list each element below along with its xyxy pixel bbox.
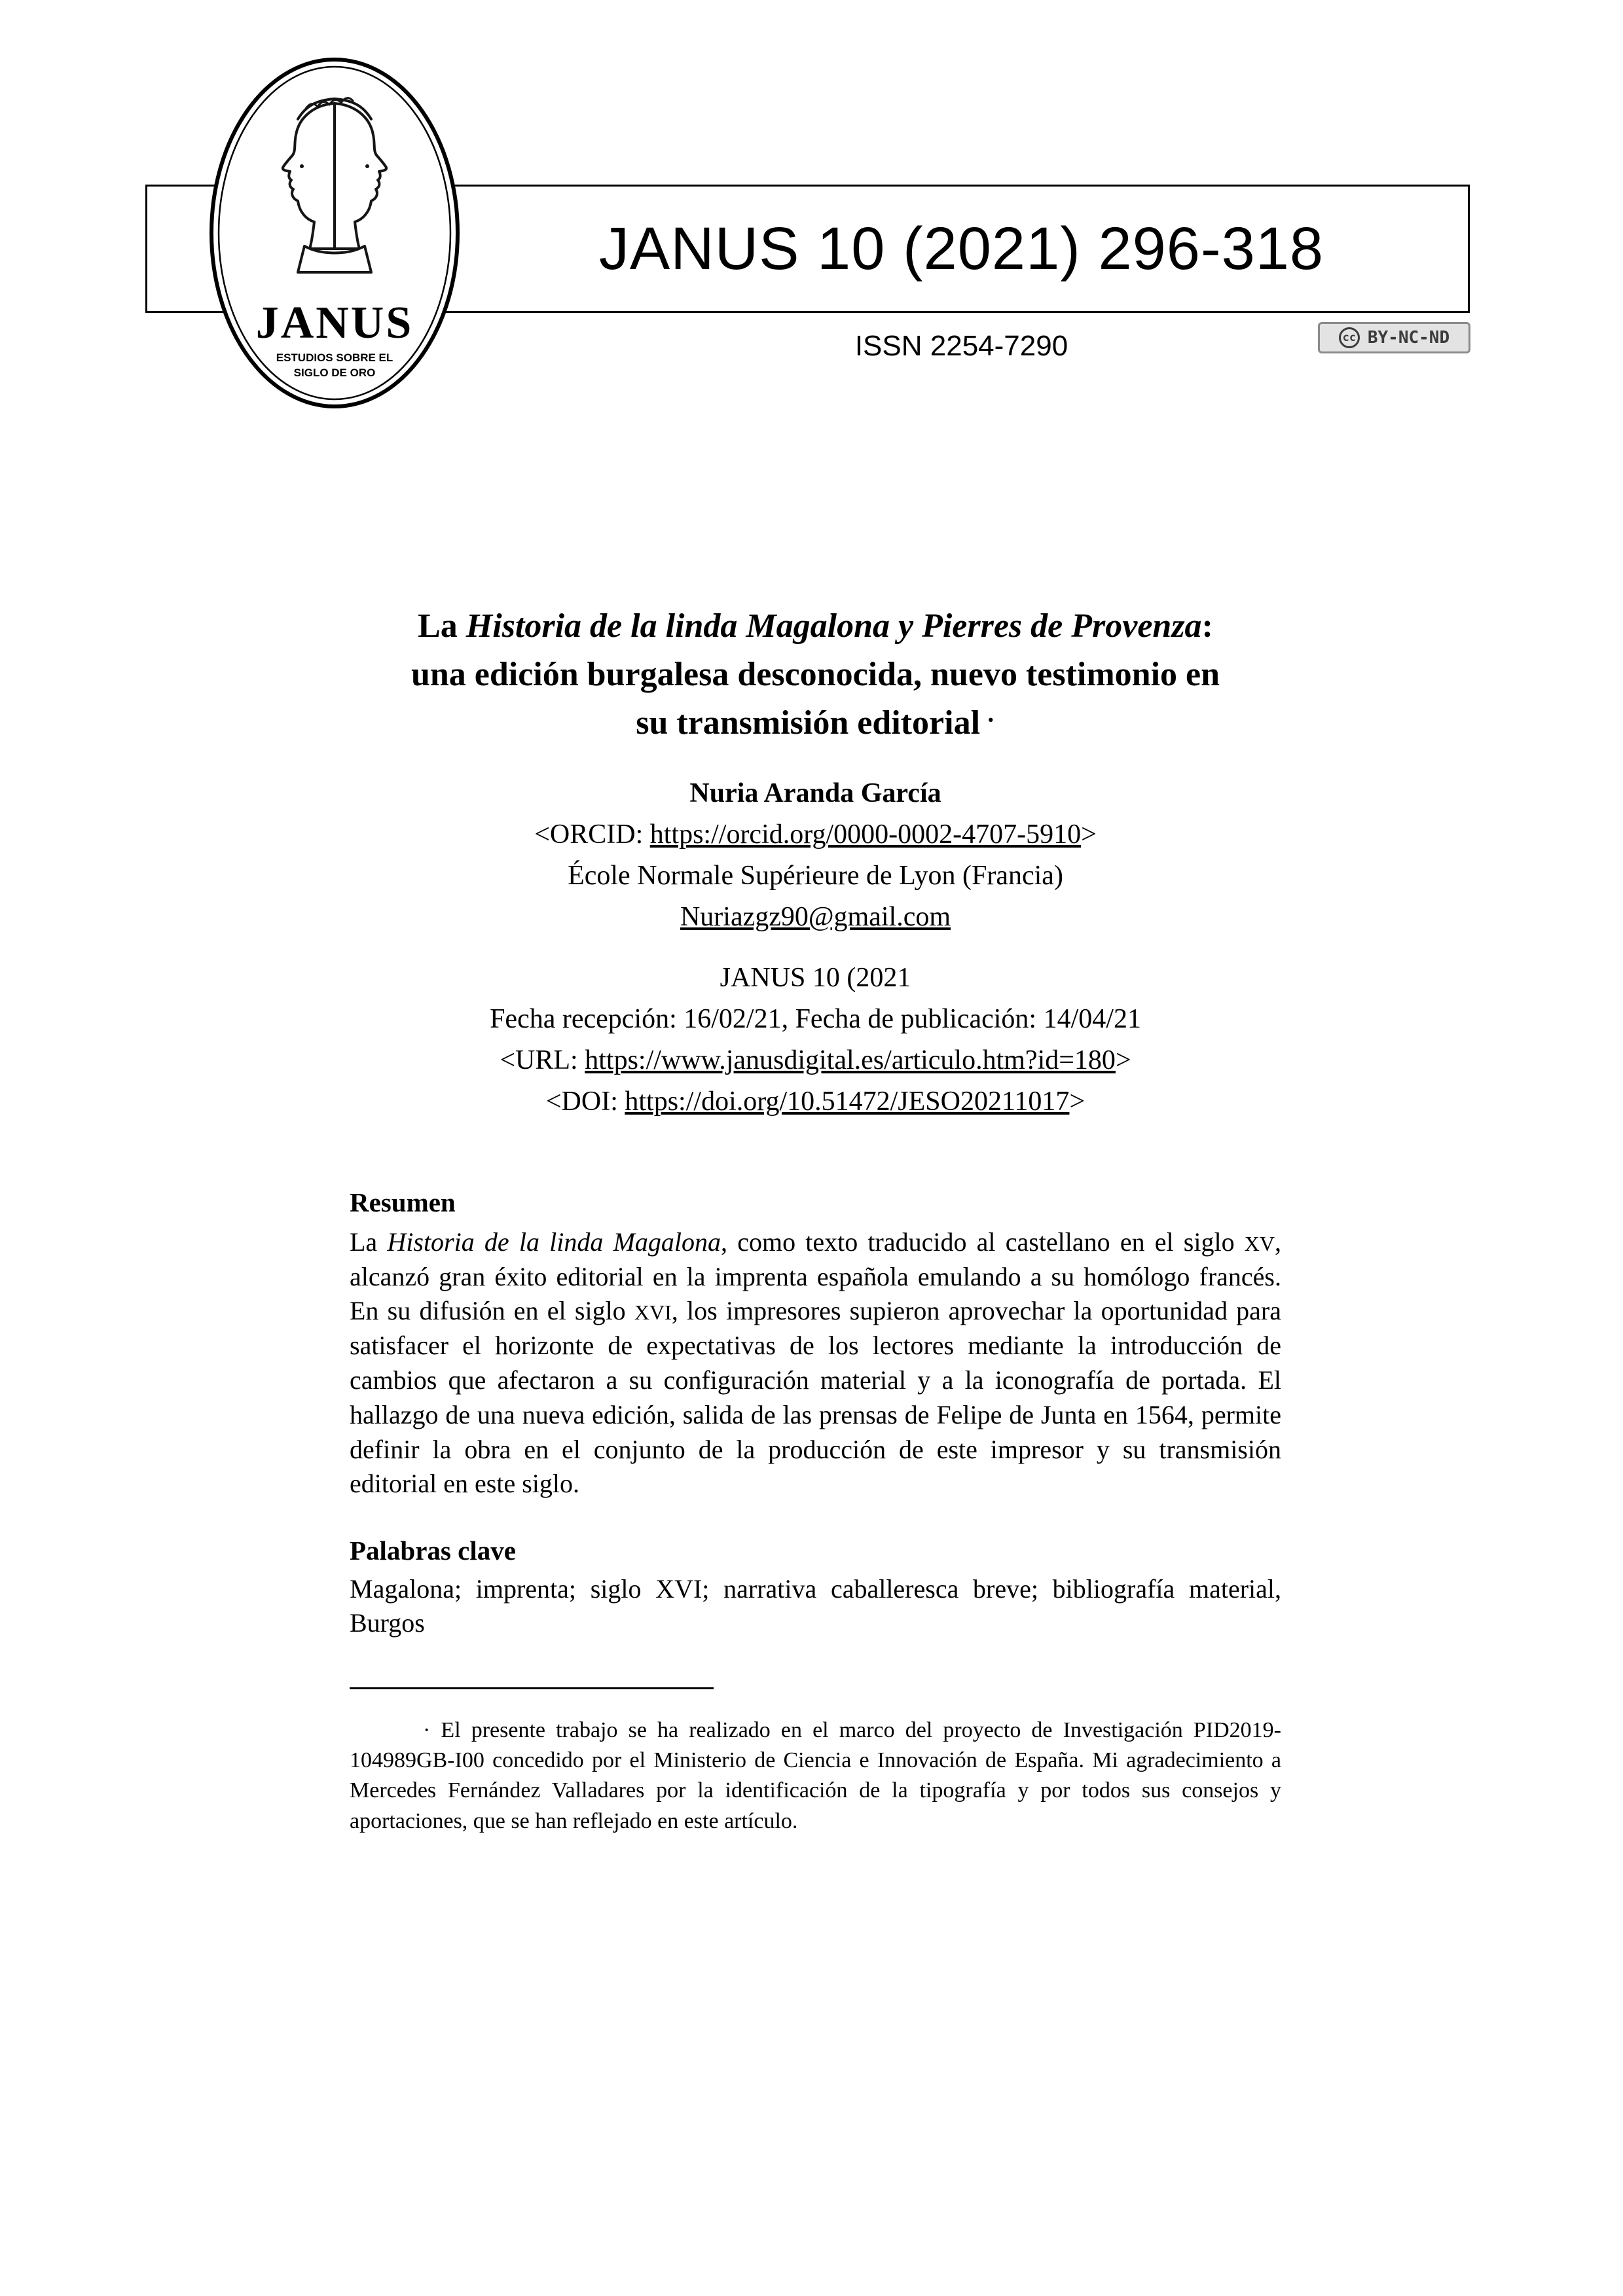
text-segment: > (1069, 1086, 1085, 1117)
cc-icon: cc (1339, 327, 1360, 348)
title-line-2 (350, 651, 1281, 699)
text-segment: <ORCID: (534, 819, 650, 850)
author-block (350, 773, 1281, 938)
text-segment: <DOI: (545, 1086, 625, 1117)
text-segment: XVI (634, 1300, 672, 1325)
text-segment: una edición burgalesa desconocida, nuevo testimonio en (410, 655, 1220, 693)
footnote-text (350, 1715, 1281, 1837)
logo-subtitle-line2: SIGLO DE ORO (293, 367, 376, 379)
footnote-area (350, 1687, 1281, 1837)
article-title (350, 602, 1281, 747)
text-segment: La (350, 1227, 388, 1257)
keywords-heading: Palabras clave (350, 1535, 516, 1566)
title-line-3 (350, 699, 1281, 747)
text-segment: , los impresores supieron aprovechar la oportunidad para satisfacer el horizonte de expectativas de los lectores mediante la introducción de cambios que afectaron a su configuración material y a la iconografía de portada. El hallazgo de una nueva edición, salida de las prensas de Felipe de Junta en 1564, permite definir la obra en el conjunto de la producción de este impresor y su transmisión editorial en este siglo. (350, 1296, 1282, 1499)
text-segment: XV (1244, 1231, 1275, 1255)
text-segment: , alcanzó gran éxito editorial en la imprenta española emulando a su homólogo francés. En su difusión en el siglo (350, 1227, 1282, 1326)
text-segment: <URL: (500, 1045, 585, 1076)
url-line (350, 1040, 1281, 1081)
article-content (350, 0, 1281, 1641)
logo-title: JANUS (255, 298, 414, 348)
cc-license-label: BY-NC-ND (1367, 328, 1450, 348)
title-line-1 (350, 602, 1281, 651)
doi-link[interactable]: https://doi.org/10.51472/JESO20211017 (625, 1086, 1070, 1117)
cc-license-badge[interactable] (1318, 322, 1470, 353)
janus-logo (208, 56, 461, 410)
affiliation: École Normale Supérieure de Lyon (Francia) (568, 861, 1063, 891)
footnote-rule (350, 1687, 714, 1689)
text-segment: > (1115, 1045, 1131, 1076)
text-segment: su transmisión editorial (636, 704, 981, 742)
title-footnote-marker: · (980, 706, 995, 734)
footnote-marker: · (423, 1718, 441, 1742)
journal-issue-line: JANUS 10 (2021 (720, 963, 911, 994)
email-link[interactable]: Nuriazgz90@gmail.com (680, 902, 951, 933)
keywords-body: Magalona; imprenta; siglo XVI; narrativa caballeresca breve; bibliografía material, Burgos (350, 1573, 1281, 1638)
publication-block (350, 958, 1281, 1122)
article-url-link[interactable]: https://www.janusdigital.es/articulo.htm?id=180 (585, 1045, 1116, 1076)
logo-subtitle-line1: ESTUDIOS SOBRE EL (276, 351, 393, 364)
text-segment: , como texto traducido al castellano en el siglo (721, 1227, 1245, 1257)
text-segment: La (418, 607, 466, 645)
dates-line: Fecha recepción: 16/02/21, Fecha de publicación: 14/04/21 (490, 1004, 1141, 1035)
janus-logo-icon (208, 56, 461, 410)
text-segment: Historia de la linda Magalona y Pierres de Provenza (465, 607, 1202, 645)
text-segment: Historia de la linda Magalona (387, 1227, 721, 1257)
author-name: Nuria Aranda García (689, 778, 941, 809)
text-segment: > (1081, 819, 1097, 850)
doi-line (350, 1081, 1281, 1122)
abstract-heading: Resumen (350, 1187, 456, 1218)
banner-title: JANUS 10 (2021) 296-318 (598, 215, 1324, 282)
text-segment: : (1201, 607, 1213, 645)
issn-text: ISSN 2254-7290 (854, 330, 1068, 362)
orcid-line (350, 814, 1281, 855)
email-line (350, 897, 1281, 938)
text-segment: El presente trabajo se ha realizado en el marco del proyecto de Investigación PID2019-104989GB-I00 concedido por el Ministerio de Ciencia e Innovación de España. Mi agradecimiento a Mercedes Fernández Valladares por la identificación de la tipografía y por todos sus consejos y aportaciones, que se han reflejado en este artículo. (350, 1718, 1281, 1833)
abstract-body (350, 1225, 1281, 1501)
orcid-link[interactable]: https://orcid.org/0000-0002-4707-5910 (649, 819, 1082, 850)
